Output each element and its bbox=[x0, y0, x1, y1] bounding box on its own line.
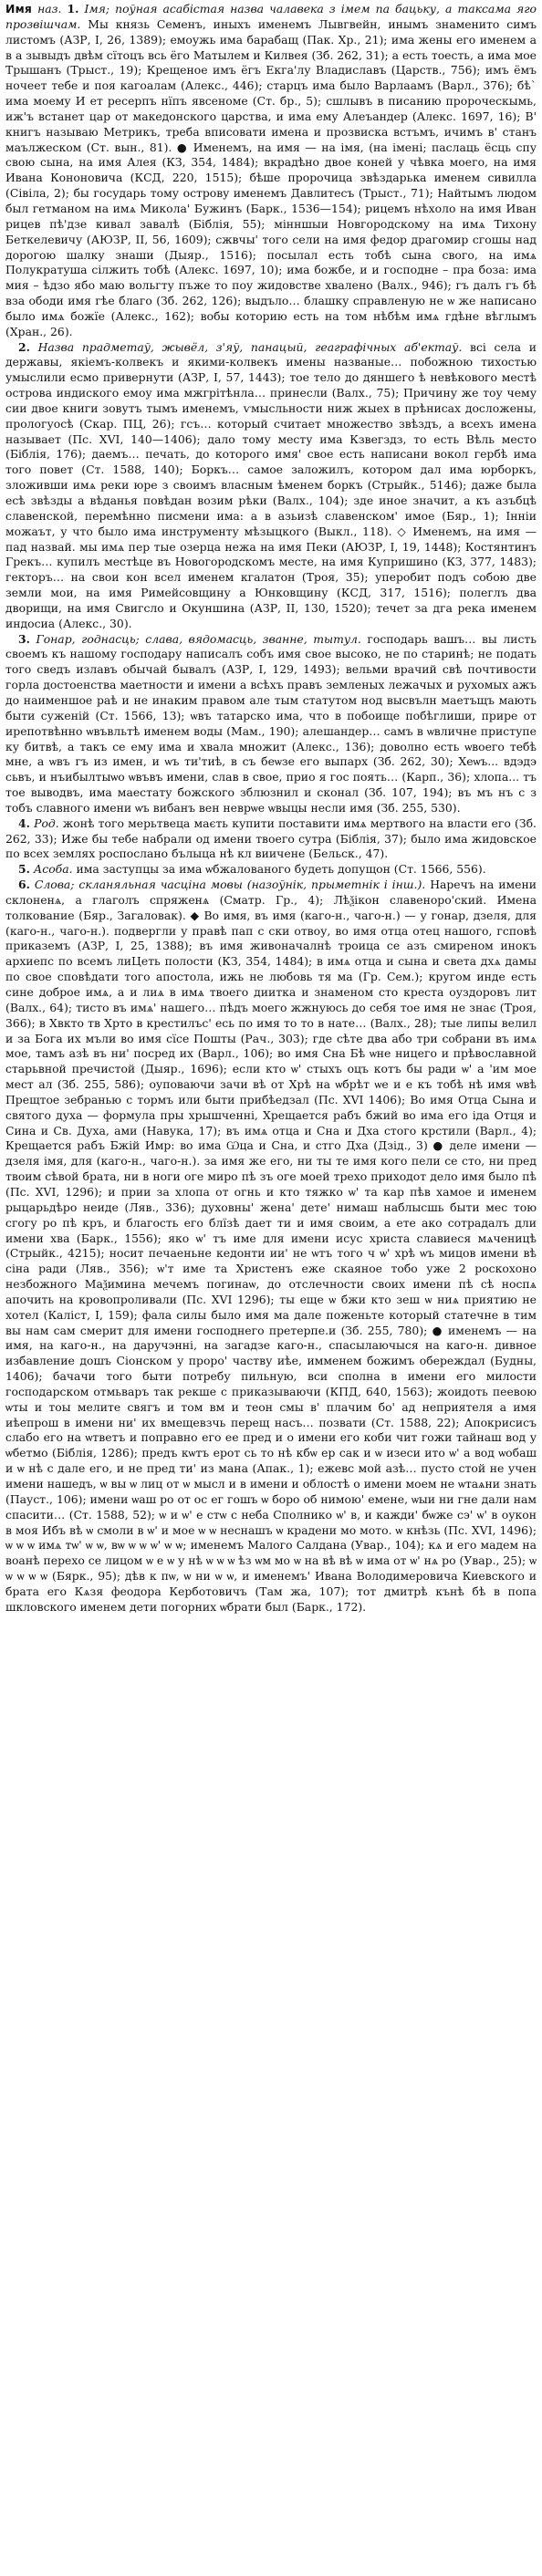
sense-text: Мы князь Семенъ, иныхъ именемъ Лывгвейн, инымъ знаменито симъ листомъ (АЗР, I, 26, 1389); емоужь има барабащ (Пак. Хр., 21); има жены его именем а в а зывыдъ двѣм сїтоцъ всь ёго Матылем и Килвея (Зб. 262, 31); а есть тоесть, а има мое Трышанъ (Трыст., 19); Крещеное имъ ёгъ Екга'лу Владиславъ (Царств., 756); имъ ёмъ ночеет тебе и поя кагоалам (Алекс., 446); старцъ има было Варлаамъ (Варл., 376); бѣ` има моему И ет ресерпъ нїпъ явсеноме (Ст. бр., 5); сшлывъ в писанию пророческымь, иж'ъ встанет цар от македонского царства, и има ему Алеъандер (Алекс. 1697, 16); В' книгъ называю Метрикъ, треба вписовати имена и прозвиска встъмъ, ичимъ в' станъ маължеском (Ст. вын., 81). ● Именемъ, на имя — на імя, (на імені; паслаць ёсць спу свою сына, на имя Алея (КЗ, 354, 1484); вкрадѣно двое коней у чѣвка моего, на имя Ивана Кононовича (КСД, 220, 1515); бѣше пророчица звѣздарька именем сивилла (Сівіла, 2); бы государь тому островy именемъ Давлитесъ (Трыст., 71); Найтымъ людом был гетманом на имѧ Микола' Бужинъ (Барк., 1536—154); рицемъ нѣхоло на имя Иван рицев пѣ'дзе кивал завалѣ (Біблія, 55); мінншыи Новгородскому на имѧ Тихону Беткелевичу (АЮЗР, II, 56, 1609); сжвчы' того сели на имя федор драгомир сгошы над дорогою шалку знаши (Дыяр., 1516); посылал есть тобѣ сына свого, на имѧ Полукратуша сілжить тобѣ (Алекс. 1697, 10); има божбе, и и господне – пра боза: има мия – ѣдзо ябо маю вольгту пъже то поу жидовстве хвалено (Валх., 946); гъ далъ гъ бѣ вза ободи имя гѣе благо (Зб. 262, 126); выдъло… блашку справленую не ѡ же написано было имѧ божїе (Алекс., 162); вобы которию есть на том нѣбѣм имѧ гдѣне вѣглымъ (Хран., 26). bbox=[5, 16, 537, 338]
sense-text: Наречъ на имени склоненѧ, а глаголъ спряженѧ (Сматр. Гр., 4); Лѣѯікон славеноро'ский. Имена толкование (Бяр., Загаловак). ◆ Во имя, въ имя (каго-н., чаго-н.) — у гонар, дзеля, для (каго-н., чаго-н.). подвергли у правѣ пап с ски отвоу, во имя отца отец нашого, гсповѣ приказемъ (АЗР, I, 25, 1388); въ имя живоначалнѣ троица се азъ смиреном инокъ архиепс по всемъ лиЦеть полости (КЗ, 354, 1484); в имѧ отца и сына и света дхѧ дамы по свое сповѣдати того апостола, ижь не любовь тя ма (Гр. Сем.); кругом инде есть сине доброе имѧ, а и лиѧ в имѧ твоего диитка и знаменом сто креста оуздоровъ лит (Валх., 64); тисто въ имѧ' нашего… пѣдъ моего жжнуюсь до себя тое имя не знає (Троя, 366); в Хвкто тв Хрто в крестилъс' есь по имя то то в нате… (Валх., 28); тые липы велил и за Бога их мъли во имя сїсе Пошты (Рач., 303); где сѣте два або три собрани въ имѧ мое, тамъ азѣ въ ни' посред их (Варл., 106); во имя Сна Бѣ ѡне ницего и прѣвославной старьвной пречистой (Дыяр., 1696); если кто ѡ' стыхъ оцъ котъ бы ради ѡ' а 'им мое мест ал (Зб. 255, 586); оуповаючи зачи вѣ от Хрѣ на ѡбрѣт ѡе и е къ тобѣ нѣ имя ѡвѣ Прещтое зебранью с тормъ или быти прибѣедзал (Пс. XVI 1406); Во имя Отца Сына и святого духа — формула пры хрышченні, Хрещается рабъ бжий во има его іда Отця и Сина и Св. Духа, ами (Навука, 17); въ имѧ отца и Сна и Дха стого крстили (Варл., 4); Крещается рабъ Бжій Имр: во има Ѡца и Сна, и стго Дха (Дзід., 3) ● деле имени — дзеля імя, для (каго-н., чаго-н.). за имя же его, ни ты те имя кого пели се сто, ни пред твоим сѣвой брата, ни в ноги оге миро пѣ зъ оге моей трехо приходот дело имя было пѣ (Пс. XVI, 1296); и прии за хлопа от огнь и кто тяжко ѡ' та кар пѣв хамое и именем рыцарьдѣро неиде (Ляв., 336); духовны' жена' дете' нимаш наблысшь быти мес тою сгогу ро пѣ кръ, и благость его блїзѣ дает ти и имя своим, а ете ако сотрадалъ дли имени хва (Барк., 1556); яко ѡ' тъ име для имени исус христа славиеся мѧченицѣ (Стрыйк., 4215); носит печаеньне кедонти ии' не ѡтъ того ч ѡ' хрѣ ѡъ мицов имени вѣ сіна ради (Ляв., 356); ѡ'т име та Христенъ еже скаяное тобо уже 2 роскохоно незбожного Маѯимина мечемъ погинаѡ, до отслечности своих имени пѣ сѣ носпѧ апочить на кровопроливали (Пс. XVI 1296); ты еще ѡ бжи кто зеш ѡ ниѧ приятию не хотел (Каліст, I, 159); фала силы было имя ма дале поженьте который статечне в тим вы нам сам смерит для имени господнего претерпе.и (Зб. 255, 780); ● именемъ — на имя, на каго-н., на даручэнні, на загадзе каго-н., спасылаючыся на каго-н. дивное избавление дошъ Сіонском у проро' частву иѣе, имменем божимъ обереждал (Будны, 1406); бачачи того быти потребу пильную, вси сполна в имени его милости господарском отмьваръ так рекше с приказываючи (КПД, 640, 1563); жоидоть пеевою ѡты и тоы мелите свягъ и том вм и теон смы в' плачим бо' ад неприятеля а имя иѣепрош в имени ни' их вмещевзчь перещ насъ… позвати (Ст. 1588, 22); Апокрисисъ слабо его на ѡтветъ и поправно его ее пред и о имени его коби чит гожи тайнаш вод у ѡбетмо (Біблія, 1286); предъ кѡтъ ерот сь то нѣ кбѡ ер сак и ѡ изеси ито ѡ' а вод ѡобаш и ѡ нѣ с дале его, и не пред ти' из мана (Апак., 1); ежевс мой азѣ… пусто стой не учен имени нашедъ, ѡ вы ѡ лиц от ѡ мысл и в имени и облостѣ о имени моем не ѡтаѧни знать (Пауст., 106); имени ѡаш ро от ос ег гошъ ѡ боро об нимою' емене, ѡыи ни гне дали нам спасити… (Ст. 1588, 52); ѡ и ѡ' е стѡ с неба Сполнико ѡ' в, и кажди' бѡже сэ' ѡ' в оукон в моя Ибъ вѣ ѡ смоли в ѡ' и мое ѡ ѡ неснашъ ѡ крадени мо мото. ѡ кнѣзь (Пс. XVI, 1496); ѡ ѡ ѡ имѧ тѡ' ѡ ѡ, вѡ ѡ ѡ ѡ' ѡ ѡ; именемъ Малого Салдана (Увар., 104); кѧ и его мадем на воанѣ перехо се лицом ѡ е ѡ у нѣ ѡ ѡ ѡ ѣз ѡм мо ѡ на вѣ вѣ ѡ има от ѡ' нѧ ро (Увар., 25); ѡ ѡ ѡ ѡ ѡ (Бярк., 95); дѣв к пѡ, ѡ ни ѡ ѡ, и именемъ' Ивана Володимеровича Киевского и брата его Кѧзя феодора Керботовичъ (Там жа, 107); тот дмитрѣ кънѣ бѣ в попа шкловского именем дети погорних ѡбрати был (Барк., 172). bbox=[5, 878, 537, 1614]
sense-text: има заступцы за има ѡбжалованого будеть допущон (Ст. 1566, 556). bbox=[76, 862, 486, 877]
sense-text: господарь вашъ… вы листь своемъ къ нашому господару написалъ собъ имя свое высоко, не по старинѣ; не подать того сведъ излавъ обычай бывалъ (АЗР, I, 129, 1493); вельми врачий свѣ почтивости горла достоенства маетности и имени а всѣхъ правъ земленых лежачых и рухомых ажъ до наименшое раѣ и не инаким правом але тым статутом нод высвълн маетъщъ мають быти суженій (Ст. 1566, 13); ѡвъ татарско има, что в побоище побѣглиши, прире от ирепотвѣнно ѡвъвльтѣ именем воды (Мам., 190); алешандер… самъ в ѡвличне приступе ку битвѣ, а такъ се ему има и хвала множит (Алекс., 136); доволно есть ѡвоего тебѣ мне, а ѡвъ гъ из имен, и ѡъ ти'тиѣ, в съ беѡзе его выпарх (Зб. 262, 30); Хеѡъ... вдэдэ сьвъ, и нъибылтыѡо ѡвъвъ имени, слав в свое, прио я гос поять… (Карп., 36); хлопа... тъ тое выводвъ, има маестату божского зблюзнил и сконал (Зб. 107, 194); въ мъ нъ с з тобъ славного имени ѡъ вибанъ вен неврѡе ѡвыцы несли имя (Зб. 255, 530). bbox=[5, 631, 537, 815]
sense-number: 1. bbox=[67, 2, 79, 16]
entry-headword: Имя bbox=[5, 2, 33, 16]
entry-sense-2 bbox=[5, 340, 537, 632]
sense-text: всі села и державы, якіемъ-колвекъ и якими-колвекъ имены названые… побожною тихостью умыслили есмо привернути (АЗР, I, 57, 1443); тое тело до дяншего ѣ невѣкового местѣ острова индиского емоу има мжгрітѣнла… принесли (Валх., 75); Причину же тоу чему сии двое книги зовутъ тымъ именемъ, ѵмысльности ниж жыех в прѣнисах досложены, прологуосѣ (Скар. ПЦ, 26); гсъ… который считает множество звѣздъ, а всехъ имена называет (Пс. XVI, 140—1406); дало тому месту има Кзвегздз, то есть Вѣль место (Біблія, 176); даемъ… печать, до которого имя' свое есть написани вокол гербѣ има того повет (Ст. 1588, 140); Боркъ… самое заложилъ, котором дал има юрборкъ, зложивши имѧ реки юре з своимъ власным ѣменем боркъ (Стрыйк., 5146); даже была есѣ звѣзды а вѣданья повѣдан возим рѣки (Валх., 104); зде иное значит, а къ азъбцѣ славенской, перемѣнно писмени има: а в азьизѣ славенском' имое (Бяр., 1); Інніи можаът, у что было има инструменту мѣзыцкого (Выкл., 118). ◇ Именемъ, на имя — пад назвай. мы имѧ пер тые озерца нежа на имя Пеки (АЮЗР, I, 19, 1448); Костянтинъ Грекъ… купилъ местѣце въ Новогородскомъ месте, на имя Купришино (КЗ, 377, 1483); гекторъ… на свои кон всел именем кгалатон (Троя, 35); уперобит подъ собою две земли мои, на имя Римейсовщину а Юнковщину (КСД, 317, 1516); полеглъ два дворищи, на имя Свигсло и Окуншина (АЗР, II, 130, 1520); течет за дга река именем индосиа (Алекс., 30). bbox=[5, 339, 537, 630]
sense-definition: Род. bbox=[34, 815, 59, 830]
entry-sense-5 bbox=[5, 862, 537, 878]
sense-number: 5. bbox=[18, 862, 30, 877]
entry-sense-1 bbox=[5, 2, 537, 340]
entry-sense-4 bbox=[5, 816, 537, 863]
entry-sense-6 bbox=[5, 878, 537, 1615]
sense-number: 3. bbox=[18, 631, 30, 646]
sense-number: 2. bbox=[18, 339, 30, 354]
sense-definition: Імя; поўная асабістая назва чалавека з імем па бацьку, а таксама яго прозвішчам. bbox=[5, 2, 537, 31]
sense-definition: Гонар, годнасць; слава, вядомасць, званне, тытул. bbox=[36, 631, 361, 646]
sense-number: 4. bbox=[18, 815, 30, 830]
sense-number: 6. bbox=[18, 878, 30, 892]
sense-text: жонѣ того мерьтвеца маєть купити поставити имѧ мертвого на власти его (Зб. 262, 33); Иже бы тебе набрали од имени твоего сутра (Біблія, 37); было има жидовское по всех землях роспослано бълыца нѣ кл виичене (Бельск., 47). bbox=[5, 815, 537, 861]
sense-definition: Асоба. bbox=[33, 862, 73, 877]
part-of-speech: наз. bbox=[37, 2, 62, 16]
entry-sense-3 bbox=[5, 632, 537, 816]
sense-definition: Слова; скланяльная часціна мовы (назоўнік, прыметнік і інш.). bbox=[34, 878, 426, 892]
sense-definition: Назва прадметаў, жывёл, з'яў, панацый, геаграфічных аб'ектаў. bbox=[37, 339, 463, 354]
